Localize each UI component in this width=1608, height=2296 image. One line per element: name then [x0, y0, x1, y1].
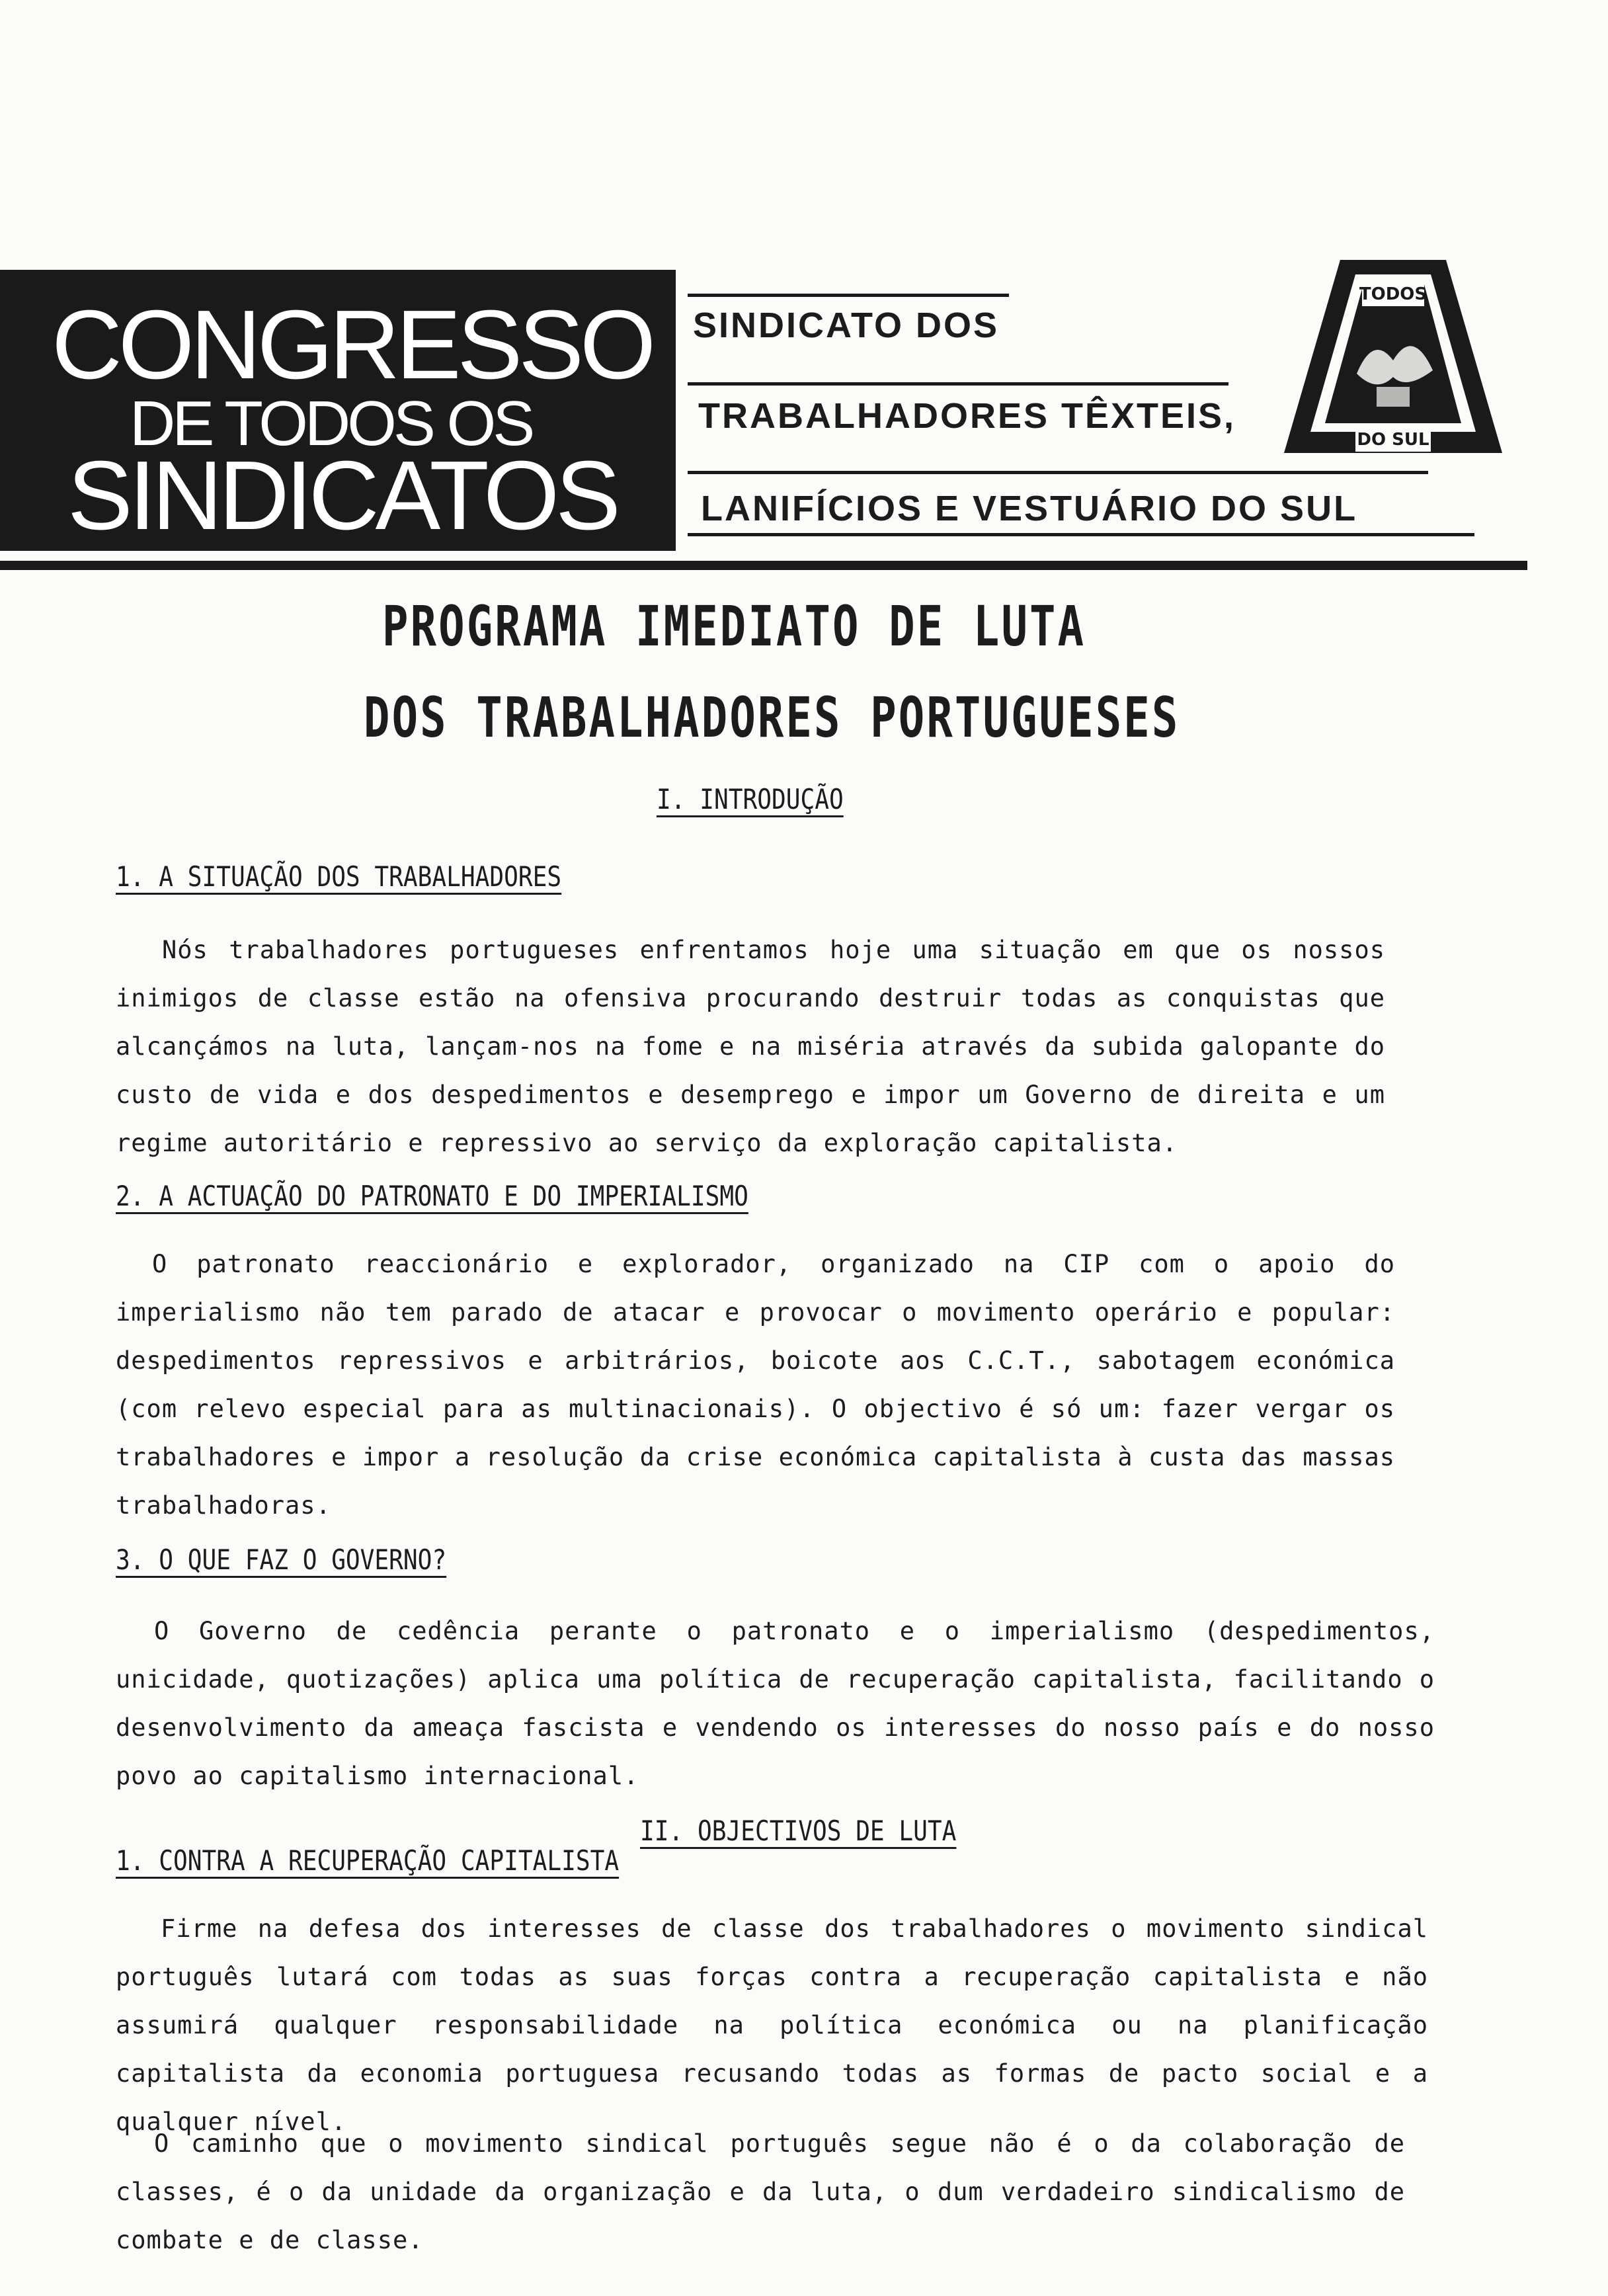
section-heading-objectives: II. OBJECTIVOS DE LUTA: [640, 1815, 957, 1847]
union-rule-3: [688, 471, 1428, 474]
union-rule-1: [688, 294, 1009, 297]
item-heading-government: 3. O QUE FAZ O GOVERNO?: [116, 1543, 447, 1576]
congress-logo: [0, 270, 676, 551]
paragraph-capitalist-recovery-2: O caminho que o movimento sindical português segue não é o da colaboração de classes, é o da unidade da organização e da luta, o dum verdadeiro sindicalismo de combate e de classe.: [116, 2129, 1405, 2254]
congress-logo-line2: DE TODOS OS: [130, 388, 532, 459]
section-heading-introduction: I. INTRODUÇÃO: [657, 783, 844, 815]
document-title-line1: PROGRAMA IMEDIATO DE LUTA: [382, 594, 1086, 659]
union-emblem-icon: [1277, 255, 1509, 466]
congress-logo-line1: CONGRESSO: [52, 290, 653, 399]
item-heading-situation: 1. A SITUAÇÃO DOS TRABALHADORES: [116, 860, 562, 893]
emblem-text-bottom: DO SUL: [1357, 430, 1429, 450]
paragraph-government: O Governo de cedência perante o patronato e o imperialismo (despedimentos, unicidade, quotizações) aplica uma política de recuperação capitalista, facilitando o desenvolvimento da ameaça fascista e vendendo os interesses do nosso país e do nosso povo ao capitalismo internacional.: [116, 1617, 1435, 1790]
item-heading-capitalist-recovery: 1. CONTRA A RECUPERAÇÃO CAPITALISTA: [116, 1844, 620, 1877]
congress-logo-line3: SINDICATOS: [67, 441, 617, 550]
item-heading-patronato: 2. A ACTUAÇÃO DO PATRONATO E DO IMPERIALISMO: [116, 1180, 748, 1212]
emblem-text-top: TODOS: [1359, 284, 1427, 304]
union-rule-4: [688, 533, 1474, 536]
union-rule-2: [688, 382, 1228, 386]
paragraph-situation: Nós trabalhadores portugueses enfrentamos hoje uma situação em que os nossos inimigos de classe estão na ofensiva procurando destruir todas as conquistas que alcançámos na luta, lançam-nos na fome e na miséria através da subida galopante do custo de vida e dos despedimentos e desemprego e impor um Governo de direita e um regime autoritário e repressivo ao serviço da exploração capitalista.: [116, 936, 1385, 1157]
header-divider: [0, 561, 1527, 570]
union-name-line2: TRABALHADORES TÊXTEIS,: [698, 396, 1236, 436]
paragraph-capitalist-recovery-1: Firme na defesa dos interesses de classe dos trabalhadores o movimento sindical português lutará com todas as suas forças contra a recuperação capitalista e não assumirá qualquer responsabilidade na política económica ou na planificação capitalista da economia portuguesa recusando todas as formas de pacto social e a qualquer nível.: [116, 1914, 1428, 2136]
document-title-line2: DOS TRABALHADORES PORTUGUESES: [364, 685, 1180, 750]
union-name-line1: SINDICATO DOS: [693, 306, 1000, 345]
union-name-line3: LANIFÍCIOS E VESTUÁRIO DO SUL: [701, 489, 1358, 528]
paragraph-patronato: O patronato reaccionário e explorador, organizado na CIP com o apoio do imperialismo não tem parado de atacar e provocar o movimento operário e popular: despedimentos repressivos e arbitrários, boicote aos C.C.T., sabotagem económica (com relevo especial para as multinacionais). O objectivo é só um: fazer vergar os trabalhadores e impor a resolução da crise económica capitalista à custa das massas trabalhadoras.: [116, 1250, 1395, 1520]
